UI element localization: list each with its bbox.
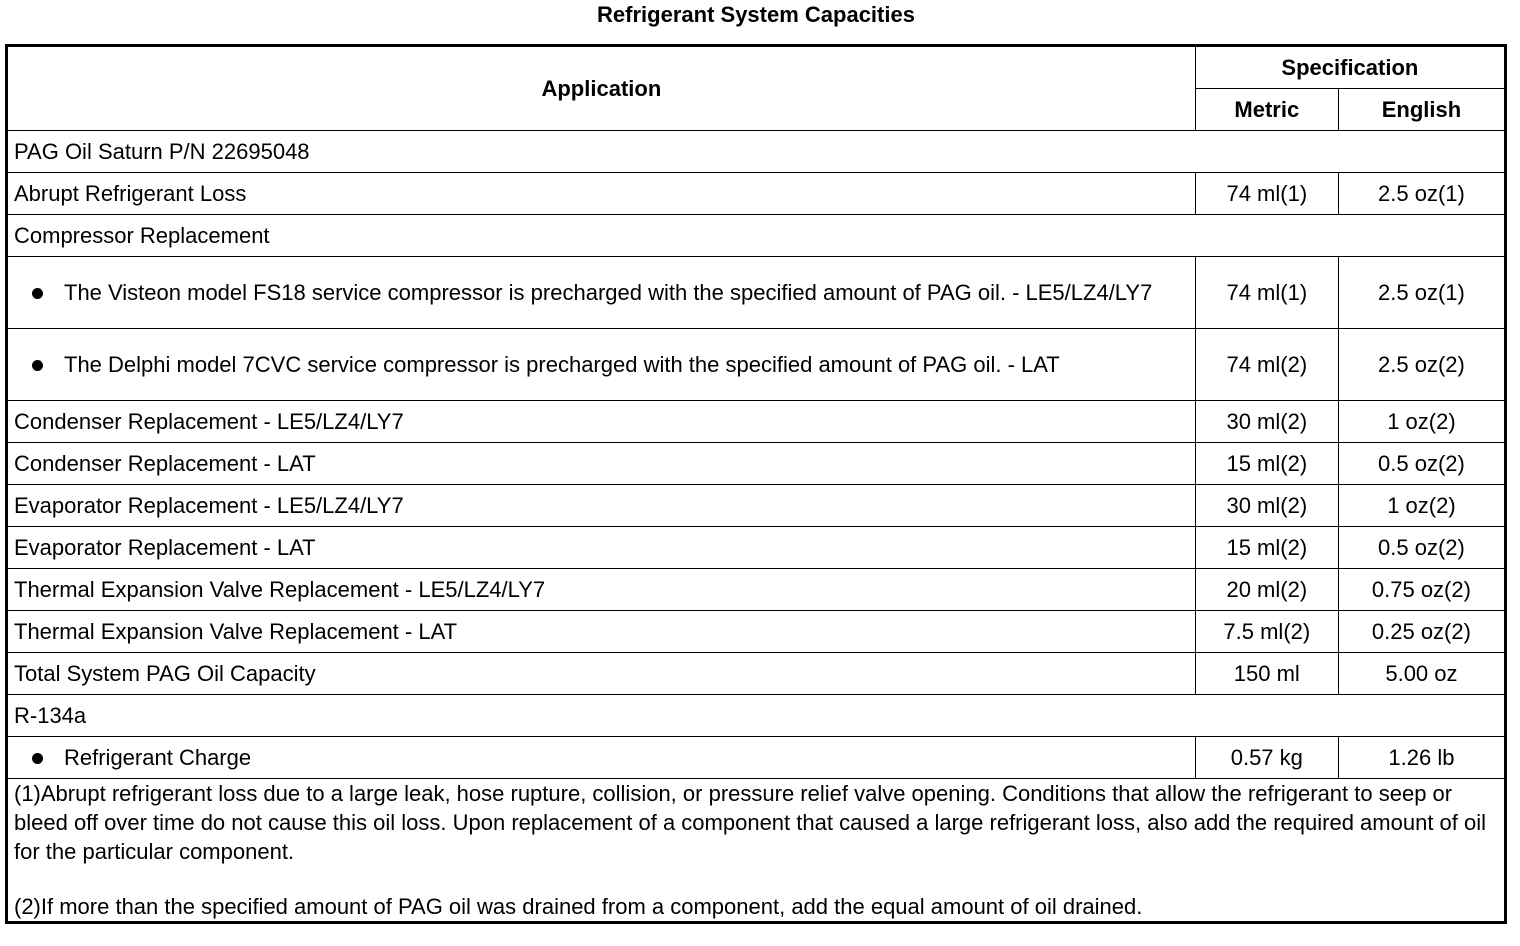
row-metric: 74 ml(1) bbox=[1195, 173, 1338, 215]
row-metric: 74 ml(2) bbox=[1195, 329, 1338, 401]
header-application: Application bbox=[7, 46, 1196, 131]
table-row bbox=[7, 527, 1506, 569]
table-row bbox=[7, 257, 1506, 329]
table-row bbox=[7, 173, 1506, 215]
row-application: The Visteon model FS18 service compressor is precharged with the specified amount of PAG oil. - LE5/LZ4/LY7 bbox=[64, 280, 1153, 305]
row-metric: 15 ml(2) bbox=[1195, 443, 1338, 485]
bullet-icon bbox=[32, 288, 43, 299]
footnote-2: (2)If more than the specified amount of PAG oil was drained from a component, add the equal amount of oil drained. bbox=[14, 894, 1143, 919]
capacities-table bbox=[5, 44, 1507, 924]
header-specification: Specification bbox=[1195, 46, 1505, 89]
row-application: Total System PAG Oil Capacity bbox=[7, 653, 1196, 695]
header-metric: Metric bbox=[1195, 89, 1338, 131]
table-row bbox=[7, 695, 1506, 737]
row-application: Evaporator Replacement - LE5/LZ4/LY7 bbox=[7, 485, 1196, 527]
row-application: Evaporator Replacement - LAT bbox=[7, 527, 1196, 569]
table-row bbox=[7, 611, 1506, 653]
header-english: English bbox=[1338, 89, 1505, 131]
row-application: Thermal Expansion Valve Replacement - LE5/LZ4/LY7 bbox=[7, 569, 1196, 611]
footnote-1: (1)Abrupt refrigerant loss due to a large leak, hose rupture, collision, or pressure relief valve opening. Conditions that allow the refrigerant to seep or bleed off over time do not cause this oil loss. Upon replacement of a component that caused a large refrigerant loss, also add the required amount of oil for the particular component. bbox=[14, 781, 1487, 864]
row-metric: 20 ml(2) bbox=[1195, 569, 1338, 611]
row-english: 0.5 oz(2) bbox=[1338, 527, 1505, 569]
table-row bbox=[7, 329, 1506, 401]
notes-row bbox=[7, 779, 1506, 923]
row-metric: 150 ml bbox=[1195, 653, 1338, 695]
row-metric: 0.57 kg bbox=[1195, 737, 1338, 779]
table-row bbox=[7, 215, 1506, 257]
table-row bbox=[7, 653, 1506, 695]
row-application: The Delphi model 7CVC service compressor is precharged with the specified amount of PAG oil. - LAT bbox=[64, 352, 1060, 377]
row-application: Abrupt Refrigerant Loss bbox=[7, 173, 1196, 215]
table-row bbox=[7, 569, 1506, 611]
row-english: 5.00 oz bbox=[1338, 653, 1505, 695]
row-english: 1.26 lb bbox=[1338, 737, 1505, 779]
table-row bbox=[7, 485, 1506, 527]
row-application: PAG Oil Saturn P/N 22695048 bbox=[7, 131, 1506, 173]
row-english: 1 oz(2) bbox=[1338, 401, 1505, 443]
row-application: Condenser Replacement - LAT bbox=[7, 443, 1196, 485]
row-english: 0.75 oz(2) bbox=[1338, 569, 1505, 611]
row-application: Compressor Replacement bbox=[7, 215, 1506, 257]
row-application: R-134a bbox=[7, 695, 1506, 737]
table-row bbox=[7, 443, 1506, 485]
row-metric: 74 ml(1) bbox=[1195, 257, 1338, 329]
row-english: 2.5 oz(1) bbox=[1338, 173, 1505, 215]
row-application: Thermal Expansion Valve Replacement - LAT bbox=[7, 611, 1196, 653]
row-application: Condenser Replacement - LE5/LZ4/LY7 bbox=[7, 401, 1196, 443]
page-title: Refrigerant System Capacities bbox=[597, 2, 915, 27]
row-english: 2.5 oz(2) bbox=[1338, 329, 1505, 401]
bullet-icon bbox=[32, 753, 43, 764]
row-metric: 30 ml(2) bbox=[1195, 401, 1338, 443]
row-english: 0.25 oz(2) bbox=[1338, 611, 1505, 653]
row-metric: 7.5 ml(2) bbox=[1195, 611, 1338, 653]
table-row bbox=[7, 131, 1506, 173]
table-row bbox=[7, 737, 1506, 779]
row-english: 1 oz(2) bbox=[1338, 485, 1505, 527]
row-english: 2.5 oz(1) bbox=[1338, 257, 1505, 329]
row-application: Refrigerant Charge bbox=[64, 745, 252, 770]
row-metric: 15 ml(2) bbox=[1195, 527, 1338, 569]
row-english: 0.5 oz(2) bbox=[1338, 443, 1505, 485]
table-row bbox=[7, 401, 1506, 443]
bullet-icon bbox=[32, 360, 43, 371]
row-metric: 30 ml(2) bbox=[1195, 485, 1338, 527]
